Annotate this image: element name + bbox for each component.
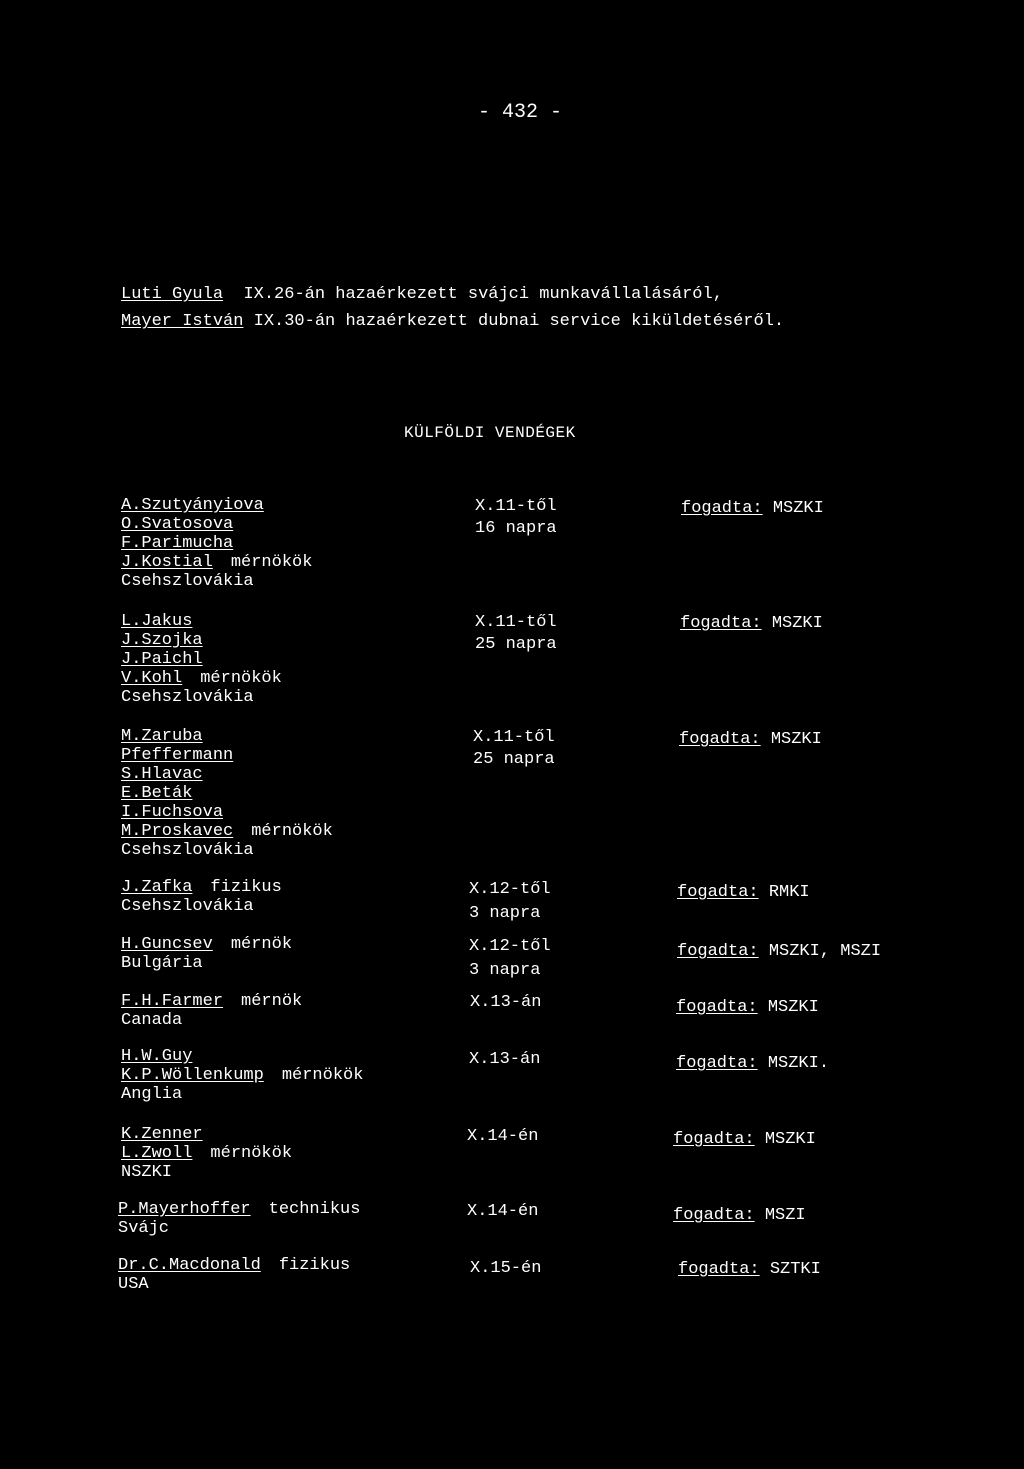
received-institute: MSZKI, MSZI — [768, 942, 882, 961]
guest-group — [118, 1200, 360, 1238]
guest-country: Bulgária — [121, 954, 203, 973]
visit-dates — [469, 935, 551, 983]
date-line: 25 napra — [473, 750, 555, 769]
guest-name: M.Proskavec — [121, 822, 234, 841]
received-by — [680, 614, 823, 633]
guest-role: fizikus — [210, 878, 282, 897]
guest-group — [121, 935, 292, 973]
guest-name: V.Kohl — [121, 669, 183, 688]
report-line — [121, 313, 784, 330]
date-line: 16 napra — [475, 519, 557, 538]
guest-role: mérnökök — [251, 822, 333, 841]
guest-name: O.Svatosova — [121, 515, 234, 534]
guest-country: Csehszlovákia — [121, 688, 254, 707]
visit-dates — [467, 1201, 538, 1223]
guest-name: F.Parimucha — [121, 534, 234, 553]
section-title: KÜLFÖLDI VENDÉGEK — [404, 424, 576, 442]
guest-country: Csehszlovákia — [121, 897, 254, 916]
received-by — [676, 1054, 829, 1073]
date-line: 3 napra — [469, 904, 541, 923]
date-line: X.13-án — [469, 1050, 541, 1069]
received-label: fogadta: — [673, 1206, 755, 1225]
guest-role: mérnökök — [200, 669, 282, 688]
date-line: X.12-től — [469, 937, 551, 956]
guest-role: mérnökök — [210, 1144, 293, 1163]
guest-group — [121, 496, 312, 591]
page-number: - 432 - — [478, 101, 563, 124]
received-institute: MSZKI — [767, 998, 819, 1017]
received-label: fogadta: — [676, 998, 758, 1017]
received-institute: MSZI — [764, 1206, 806, 1225]
guest-name: Dr.C.Macdonald — [118, 1256, 261, 1275]
received-institute: MSZKI — [772, 499, 824, 518]
visit-dates — [475, 612, 557, 656]
guest-name: Pfeffermann — [121, 746, 234, 765]
report-line — [121, 286, 723, 303]
guest-country: Csehszlovákia — [121, 572, 254, 591]
received-label: fogadta: — [678, 1260, 760, 1279]
guest-name: K.P.Wöllenkump — [121, 1066, 264, 1085]
report-name: Luti Gyula — [121, 285, 224, 304]
received-institute: SZTKI — [769, 1260, 821, 1279]
guest-name: J.Zafka — [121, 878, 193, 897]
guest-group — [121, 612, 282, 707]
received-institute: MSZKI — [764, 1130, 816, 1149]
guest-group — [121, 727, 333, 860]
received-label: fogadta: — [677, 942, 759, 961]
guest-country: Csehszlovákia — [121, 841, 254, 860]
received-label: fogadta: — [680, 614, 762, 633]
guest-name: K.Zenner — [121, 1125, 203, 1144]
date-line: X.11-től — [473, 728, 555, 747]
guest-name: L.Jakus — [121, 612, 193, 631]
date-line: X.12-től — [469, 880, 551, 899]
received-institute: MSZKI — [771, 614, 823, 633]
date-line: X.11-től — [475, 497, 557, 516]
guest-country: Anglia — [121, 1085, 183, 1104]
received-by — [681, 499, 824, 518]
visit-dates — [475, 496, 557, 540]
guest-group — [121, 1047, 363, 1104]
date-line: X.14-én — [467, 1202, 539, 1221]
received-label: fogadta: — [681, 499, 763, 518]
guest-name: M.Zaruba — [121, 727, 203, 746]
guest-name: J.Paichl — [121, 650, 203, 669]
guest-role: mérnökök — [281, 1066, 364, 1085]
guest-group — [118, 1256, 350, 1294]
guest-group — [121, 878, 282, 916]
report-text: IX.26-án hazaérkezett svájci munkavállalásáról, — [243, 285, 723, 304]
guest-name: J.Kostial — [121, 553, 213, 572]
received-by — [673, 1206, 806, 1225]
visit-dates — [473, 727, 555, 771]
date-line: 3 napra — [469, 961, 541, 980]
guest-country: NSZKI — [121, 1163, 173, 1182]
received-label: fogadta: — [677, 883, 759, 902]
received-institute: RMKI — [768, 883, 810, 902]
received-label: fogadta: — [676, 1054, 758, 1073]
guest-name: A.Szutyányiova — [121, 496, 264, 515]
received-by — [678, 1260, 821, 1279]
guest-name: P.Mayerhoffer — [118, 1200, 251, 1219]
received-institute: MSZKI — [770, 730, 822, 749]
guest-name: H.W.Guy — [121, 1047, 193, 1066]
report-name: Mayer István — [121, 312, 244, 331]
date-line: X.15-én — [470, 1259, 542, 1278]
date-line: X.13-án — [470, 993, 542, 1012]
guest-name: L.Zwoll — [121, 1144, 193, 1163]
guest-name: S.Hlavac — [121, 765, 203, 784]
date-line: 25 napra — [475, 635, 557, 654]
received-by — [679, 730, 822, 749]
guest-role: mérnökök — [230, 553, 313, 572]
report-text: IX.30-án hazaérkezett dubnai service kiküldetéséről. — [253, 312, 785, 331]
guest-group — [121, 992, 302, 1030]
received-by — [676, 998, 819, 1017]
guest-role: mérnök — [241, 992, 303, 1011]
visit-dates — [469, 1049, 540, 1071]
received-label: fogadta: — [673, 1130, 755, 1149]
guest-country: Canada — [121, 1011, 183, 1030]
guest-role: mérnök — [230, 935, 293, 954]
guest-name: E.Beták — [121, 784, 193, 803]
date-line: X.11-től — [475, 613, 557, 632]
received-by — [677, 883, 810, 902]
guest-name: H.Guncsev — [121, 935, 213, 954]
guest-country: USA — [118, 1275, 149, 1294]
guest-role: fizikus — [278, 1256, 351, 1275]
visit-dates — [467, 1126, 538, 1148]
received-label: fogadta: — [679, 730, 761, 749]
guest-name: I.Fuchsova — [121, 803, 224, 822]
guest-country: Svájc — [118, 1219, 170, 1238]
visit-dates — [470, 1258, 541, 1280]
guest-name: F.H.Farmer — [121, 992, 224, 1011]
received-by — [673, 1130, 816, 1149]
guest-name: J.Szojka — [121, 631, 203, 650]
visit-dates — [469, 878, 551, 926]
guest-group — [121, 1125, 292, 1182]
guest-role: technikus — [268, 1200, 361, 1219]
visit-dates — [470, 992, 541, 1014]
received-by — [677, 942, 881, 961]
received-institute: MSZKI. — [767, 1054, 830, 1073]
date-line: X.14-én — [467, 1127, 539, 1146]
